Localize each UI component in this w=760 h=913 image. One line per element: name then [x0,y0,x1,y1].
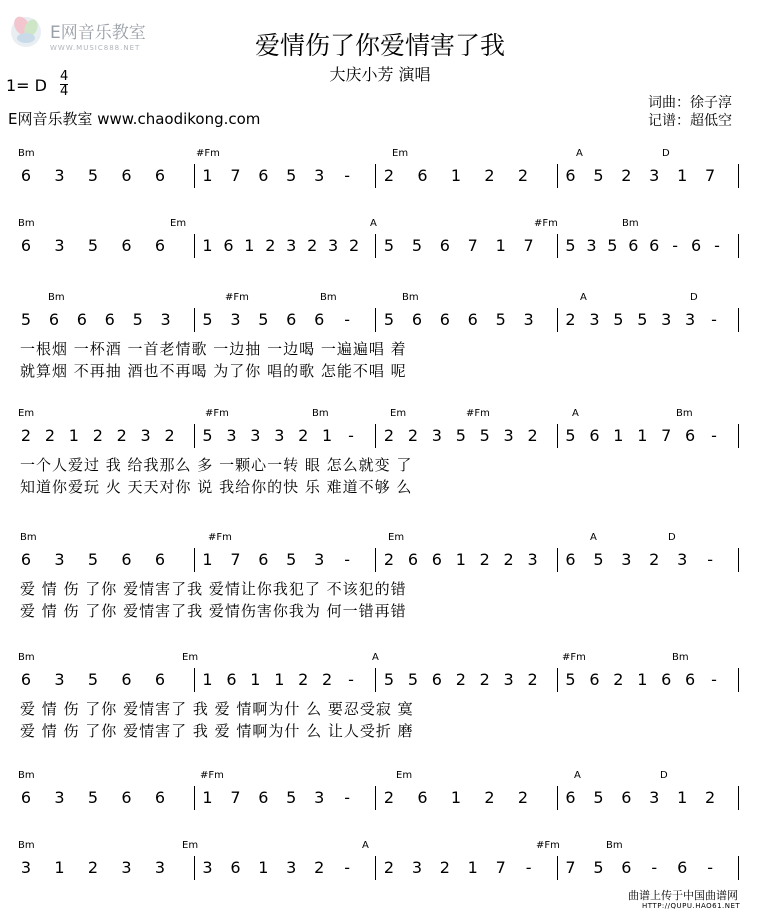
chord-label: #Fm [562,652,586,663]
bar-line [194,668,195,692]
note: 6 [226,670,237,689]
note: 6 [76,310,87,329]
bar-line [194,308,195,332]
bar-line [738,668,739,692]
chord-label: Em [182,840,199,851]
note: 5 [383,670,395,689]
chord-label: Em [388,532,405,543]
chord-label: A [574,770,581,781]
note: 2 [383,166,395,185]
note: 3 [503,426,514,445]
note: 6 [621,788,632,807]
note: 1 [677,166,688,185]
note: 2 [704,788,716,807]
lyric-line-2: 就算烟 不再抽 酒也不再喝 为了你 唱的歌 怎能不唱 呢 [20,362,407,380]
note: 6 [314,310,325,329]
note: 2 [439,858,450,877]
bar-line [557,234,558,258]
note: 6 [20,788,32,807]
note: 5 [411,236,422,255]
bar-line [194,786,195,810]
note: 6 [677,858,688,877]
note: 6 [589,670,600,689]
note: 2 [44,426,56,445]
chord-label: Em [392,148,409,159]
note: - [525,858,532,877]
bar-line [738,786,739,810]
lyric-line-1: 一根烟 一杯酒 一首老情歌 一边抽 一边喝 一遍遍唱 着 [20,340,407,358]
note: 6 [589,426,600,445]
note: 6 [565,788,576,807]
note: 2 [383,426,395,445]
note: - [348,670,354,689]
time-signature-top: 4 [60,69,69,84]
chord-label: #Fm [208,532,232,543]
note: 2 [314,858,325,877]
chord-label: D [690,292,698,303]
note: 1 [202,166,213,185]
note: 6 [154,166,166,185]
note: 6 [621,858,632,877]
note: 7 [704,166,716,185]
note: 7 [230,550,241,569]
bar-line [194,856,195,880]
note: 6 [661,670,672,689]
note: 2 [455,670,466,689]
logo-text: E网音乐教室 [50,23,146,43]
note: 5 [202,310,213,329]
note: 3 [411,858,422,877]
chord-label: #Fm [466,408,490,419]
note: 6 [439,236,450,255]
note: 3 [523,310,534,329]
chord-label: #Fm [225,292,249,303]
note: 6 [411,310,422,329]
note: 3 [121,858,132,877]
lyric-line-2: 爱 情 伤 了你 爱情害了 我 爱 情啊为什 么 让人受折 磨 [20,722,414,740]
note: 2 [20,426,32,445]
bar-line [375,234,376,258]
note: 3 [274,426,285,445]
note: 3 [661,310,672,329]
note: 6 [685,426,696,445]
note: 7 [230,166,241,185]
lyric-line-2: 爱 情 伤 了你 爱情害了我 爱情伤害你我为 何一错再错 [20,602,407,620]
note: 6 [439,310,450,329]
note: 5 [87,550,99,569]
note: 1 [258,858,269,877]
note: 2 [322,670,333,689]
note: 2 [479,550,490,569]
note: - [707,550,713,569]
note: 6 [20,236,32,255]
note: 6 [407,550,419,569]
song-subtitle: 大庆小芳 演唱 [329,65,431,84]
note: 6 [628,236,639,255]
note: 5 [607,236,618,255]
note: 5 [565,670,576,689]
bar-line [194,548,195,572]
note: 5 [202,426,213,445]
note: 5 [383,236,395,255]
note: 6 [48,310,59,329]
chord-label: Bm [606,840,623,851]
note: 5 [87,236,99,255]
composer-credit: 词曲：徐子淳 [648,95,732,111]
note: 3 [328,236,339,255]
note: 5 [613,310,624,329]
note: 5 [637,310,648,329]
note: 2 [527,426,538,445]
note: 6 [467,310,478,329]
note: 6 [223,236,234,255]
bar-line [557,668,558,692]
note: 2 [92,426,103,445]
note: 6 [258,166,269,185]
note: 2 [613,670,624,689]
chord-label: Bm [320,292,337,303]
note: 3 [226,426,237,445]
note: 6 [431,670,442,689]
note: - [344,788,350,807]
note: 2 [527,670,538,689]
note: 1 [202,550,213,569]
note: 2 [649,550,660,569]
note: 3 [140,426,151,445]
note: 2 [383,788,395,807]
note: 6 [417,788,428,807]
note: 6 [154,550,166,569]
note: 3 [621,550,632,569]
note: 7 [495,858,506,877]
note: 6 [691,236,702,255]
note: 7 [661,426,672,445]
bar-line [557,786,558,810]
note: 1 [613,426,624,445]
chord-label: Em [18,408,35,419]
note: 1 [202,788,213,807]
lyric-line-1: 爱 情 伤 了你 爱情害了 我 爱 情啊为什 么 要忍受寂 寞 [20,700,414,718]
chord-label: #Fm [534,218,558,229]
note: 3 [250,426,261,445]
note: 3 [160,310,171,329]
note: - [711,310,717,329]
note: 3 [54,788,65,807]
note: 1 [637,426,648,445]
note: - [714,236,720,255]
note: 6 [154,670,166,689]
note: 1 [677,788,688,807]
bar-line [738,548,739,572]
chord-label: A [576,148,583,159]
note: 3 [503,670,514,689]
note: 3 [431,426,442,445]
note: 5 [455,426,466,445]
note: 6 [685,670,696,689]
bar-line [375,668,376,692]
note: 5 [20,310,32,329]
note: - [344,550,350,569]
note: 5 [565,236,576,255]
footer-url: HTTP://QUPU.HAO61.NET [642,902,741,910]
note: 7 [565,858,576,877]
note: 6 [104,310,115,329]
note: 1 [244,236,255,255]
lyric-line-1: 一个人爱过 我 给我那么 多 一颗心一转 眼 怎么就变 了 [20,456,413,474]
chord-label: Em [182,652,199,663]
chord-label: Bm [676,408,693,419]
note: - [348,426,354,445]
note: 1 [450,166,462,185]
note: 5 [407,670,419,689]
chord-label: Bm [18,840,35,851]
note: 2 [348,236,360,255]
note: 5 [593,858,604,877]
note: 3 [54,166,65,185]
note: 6 [649,236,660,255]
song-title: 爱情伤了你爱情害了我 [254,31,505,60]
note: 2 [479,670,490,689]
chord-label: D [662,148,670,159]
note: 6 [20,670,32,689]
key-signature: 1= D [6,76,47,95]
note: 2 [265,236,276,255]
chord-label: Bm [672,652,689,663]
note: 6 [565,166,576,185]
note: - [651,858,658,877]
note: 5 [383,310,395,329]
note: 5 [479,426,490,445]
bar-line [375,786,376,810]
footer-text: 曲谱上传于中国曲谱网 [628,889,738,902]
note: 3 [230,310,241,329]
bar-line [194,234,195,258]
note: 3 [314,550,325,569]
chord-label: A [370,218,377,229]
chord-label: Bm [18,652,35,663]
note: 2 [484,788,495,807]
note: 3 [649,166,660,185]
note: 1 [68,426,79,445]
chord-label: Bm [402,292,419,303]
note: 3 [54,550,65,569]
chord-label: Bm [18,148,35,159]
note: 2 [517,788,529,807]
note: 1 [54,858,65,877]
bar-line [194,424,195,448]
note: 1 [322,426,333,445]
note: - [711,426,717,445]
chord-label: A [590,532,597,543]
note: 6 [431,550,442,569]
chord-label: Em [396,770,413,781]
bar-line [557,164,558,188]
chord-label: Em [390,408,407,419]
note: 6 [121,236,132,255]
note: 2 [621,166,632,185]
note: 6 [121,550,132,569]
note: 6 [286,310,297,329]
note: 3 [314,166,325,185]
chord-label: A [572,408,579,419]
note: 5 [593,550,604,569]
note: 7 [230,788,241,807]
chord-label: #Fm [200,770,224,781]
note: 1 [495,236,506,255]
note: 5 [593,788,604,807]
note: 3 [202,858,213,877]
note: 6 [121,670,132,689]
chord-label: Bm [20,532,37,543]
note: 5 [87,166,99,185]
bar-line [738,308,739,332]
note: 3 [649,788,660,807]
chord-label: #Fm [536,840,560,851]
note: 6 [230,858,241,877]
chord-label: Bm [18,218,35,229]
chord-label: A [362,840,369,851]
note: 3 [586,236,597,255]
note: 2 [116,426,127,445]
note: 3 [154,858,166,877]
note: - [711,670,717,689]
bar-line [738,424,739,448]
arranger-credit: 记谱：超低空 [648,113,732,129]
note: 3 [286,236,297,255]
note: 1 [202,236,213,255]
note: 2 [307,236,318,255]
note: 3 [54,670,65,689]
note: 2 [517,166,529,185]
note: 2 [484,166,495,185]
note: 7 [523,236,534,255]
chord-label: A [372,652,379,663]
note: 5 [132,310,143,329]
note: 6 [417,166,428,185]
note: 2 [503,550,514,569]
note: 2 [383,550,395,569]
time-signature [60,70,68,99]
bar-line [375,856,376,880]
bar-line [738,234,739,258]
note: 5 [87,788,99,807]
note: 5 [286,550,297,569]
bar-line [738,164,739,188]
note: 1 [455,550,466,569]
note: 6 [258,788,269,807]
lyric-line-1: 爱 情 伤 了你 爱情害了我 爱情让你我犯了 不该犯的错 [20,580,407,598]
note: 3 [527,550,538,569]
chord-label: A [580,292,587,303]
note: 1 [250,670,261,689]
note: 1 [637,670,648,689]
bar-line [557,424,558,448]
note: 5 [593,166,604,185]
logo-url: WWW.MUSIC888.NET [50,44,141,52]
note: 6 [121,166,132,185]
bar-line [375,308,376,332]
note: 3 [286,858,297,877]
note: 5 [286,788,297,807]
chord-label: Bm [48,292,65,303]
note: 1 [467,858,478,877]
note: 2 [298,426,309,445]
website-text: E网音乐教室 www.chaodikong.com [8,110,261,128]
note: 6 [20,550,32,569]
note: 2 [164,426,175,445]
note: 1 [274,670,285,689]
note: 5 [258,310,269,329]
note: 6 [20,166,32,185]
lyric-line-2: 知道你爱玩 火 天天对你 说 我给你的快 乐 难道不够 么 [20,478,413,496]
note: - [707,858,713,877]
note: 6 [154,236,166,255]
chord-label: D [668,532,676,543]
note: 6 [154,788,166,807]
note: 2 [565,310,576,329]
bar-line [738,856,739,880]
chord-label: #Fm [196,148,220,159]
note: 5 [87,670,99,689]
note: 3 [20,858,32,877]
note: - [672,236,679,255]
note: - [344,166,350,185]
note: 3 [677,550,688,569]
bar-line [375,548,376,572]
note: 6 [565,550,576,569]
note: 2 [383,858,395,877]
note: 2 [298,670,309,689]
chord-label: Bm [312,408,329,419]
bar-line [557,548,558,572]
bar-line [557,856,558,880]
note: - [344,310,350,329]
note: 3 [589,310,600,329]
note: 2 [87,858,99,877]
note: 3 [685,310,696,329]
chord-label: Bm [622,218,639,229]
note: 1 [450,788,462,807]
chord-label: Em [170,218,187,229]
time-signature-bottom: 4 [60,84,69,99]
note: 5 [286,166,297,185]
note: - [344,858,350,877]
note: 1 [202,670,213,689]
bar-line [375,164,376,188]
chord-label: #Fm [205,408,229,419]
bar-line [375,424,376,448]
bar-line [194,164,195,188]
chord-label: D [660,770,668,781]
note: 3 [54,236,65,255]
bar-line [557,308,558,332]
note: 5 [565,426,576,445]
note: 6 [121,788,132,807]
chord-label: Bm [18,770,35,781]
note: 5 [495,310,506,329]
note: 3 [314,788,325,807]
note: 2 [407,426,419,445]
note: 7 [467,236,478,255]
note: 6 [258,550,269,569]
